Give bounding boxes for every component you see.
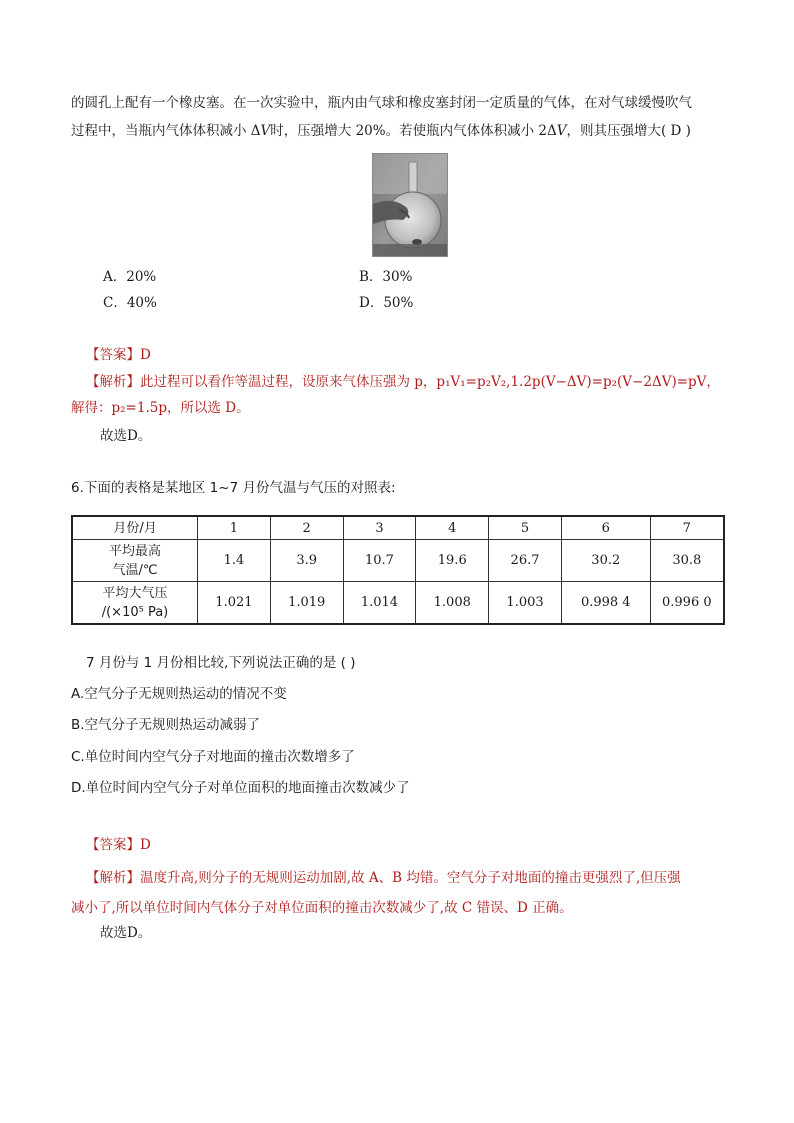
q5-var-v: V [260, 123, 271, 139]
q6-option-d: D.单位时间内空气分子对单位面积的地面撞击次数减少了 [71, 780, 410, 796]
table-header-cell: 月份/月 [72, 516, 198, 540]
table-header-cell: 3 [343, 516, 416, 540]
q5-line2-part-a: 过程中，当瓶内气体体积减小 Δ [71, 123, 261, 139]
q6-option-b: B.空气分子无规则热运动减弱了 [71, 717, 261, 733]
q6-analysis-line1 [86, 869, 681, 887]
temp-pressure-table [71, 515, 725, 625]
q5-text-line1: 的圆孔上配有一个橡皮塞。在一次实验中，瓶内由气球和橡皮塞封闭一定质量的气体，在对气球缓慢吹气 [71, 95, 692, 111]
table-header-cell: 6 [561, 516, 650, 540]
q5-line2-part-c: ，则其压强增大( D ) [566, 123, 691, 139]
analysis-tag: 【解析】 [86, 870, 140, 886]
table-cell: 1.021 [198, 582, 271, 625]
q5-option-c: C．40% [103, 295, 157, 311]
label-line: 平均最高 [109, 543, 162, 559]
table-cell: 0.996 0 [650, 582, 724, 625]
table-header-cell: 5 [489, 516, 562, 540]
table-header-cell: 4 [416, 516, 489, 540]
answer-value: D [140, 837, 151, 853]
q6-question: 7 月份与 1 月份相比较,下列说法正确的是 ( ) [86, 655, 356, 671]
q5-text-line2 [71, 122, 691, 140]
q6-option-a: A.空气分子无规则热运动的情况不变 [71, 686, 287, 702]
q6-option-c: C.单位时间内空气分子对地面的撞击次数增多了 [71, 749, 355, 765]
analysis-text: 温度升高,则分子的无规则运动加剧,故 A、B 均错。空气分子对地面的撞击更强烈了,但压强 [140, 870, 681, 886]
answer-tag: 【答案】 [86, 837, 140, 853]
q5-option-d: D．50% [359, 295, 414, 311]
label-line: 平均大气压 [102, 585, 168, 601]
q5-analysis-line2: 解得：p₂=1.5p，所以选 D。 [71, 400, 250, 416]
table-header-cell: 7 [650, 516, 724, 540]
table-cell: 3.9 [270, 540, 343, 582]
answer-tag: 【答案】 [86, 347, 140, 363]
table-cell: 0.998 4 [561, 582, 650, 625]
table-cell: 1.014 [343, 582, 416, 625]
q5-answer [86, 346, 151, 364]
flask-image [373, 154, 447, 256]
table-header-cell: 2 [270, 516, 343, 540]
table-row-temperature [72, 540, 724, 582]
q6-stem: 6.下面的表格是某地区 1~7 月份气温与气压的对照表: [71, 480, 396, 496]
table-header-cell: 1 [198, 516, 271, 540]
q6-answer [86, 836, 151, 854]
table-cell: 1.008 [416, 582, 489, 625]
table-cell: 1.019 [270, 582, 343, 625]
table-cell: 30.2 [561, 540, 650, 582]
label-line: /(×10⁵ Pa) [101, 604, 169, 620]
q6-analysis-line2: 减小了,所以单位时间内气体分子对单位面积的撞击次数减少了,故 C 错误、D 正确。 [71, 900, 573, 916]
q6-conclusion: 故选D。 [100, 925, 152, 941]
table-header-row [72, 516, 724, 540]
table-cell: 26.7 [489, 540, 562, 582]
flask-experiment-photo [372, 153, 448, 257]
q5-analysis-line1 [86, 373, 720, 391]
label-line: 气温/℃ [112, 562, 158, 578]
table-cell: 10.7 [343, 540, 416, 582]
answer-value: D [140, 347, 151, 363]
analysis-text: 此过程可以看作等温过程，设原来气体压强为 p，p₁V₁=p₂V₂,1.2p(V−ΔV)=p₂(V−2ΔV)=pV， [140, 374, 720, 390]
q5-conclusion: 故选D。 [100, 428, 152, 444]
q5-option-b: B．30% [359, 269, 413, 285]
q5-var-v: V [556, 123, 567, 139]
table-cell: 1.4 [198, 540, 271, 582]
row-label-pressure [72, 582, 198, 625]
table-cell: 1.003 [489, 582, 562, 625]
q5-line2-part-b: 时，压强增大 20%。若使瓶内气体体积减小 2Δ [270, 123, 557, 139]
row-label-temperature [72, 540, 198, 582]
table-cell: 19.6 [416, 540, 489, 582]
table-cell: 30.8 [650, 540, 724, 582]
table-row-pressure [72, 582, 724, 625]
q5-option-a: A．20% [103, 269, 157, 285]
analysis-tag: 【解析】 [86, 374, 140, 390]
